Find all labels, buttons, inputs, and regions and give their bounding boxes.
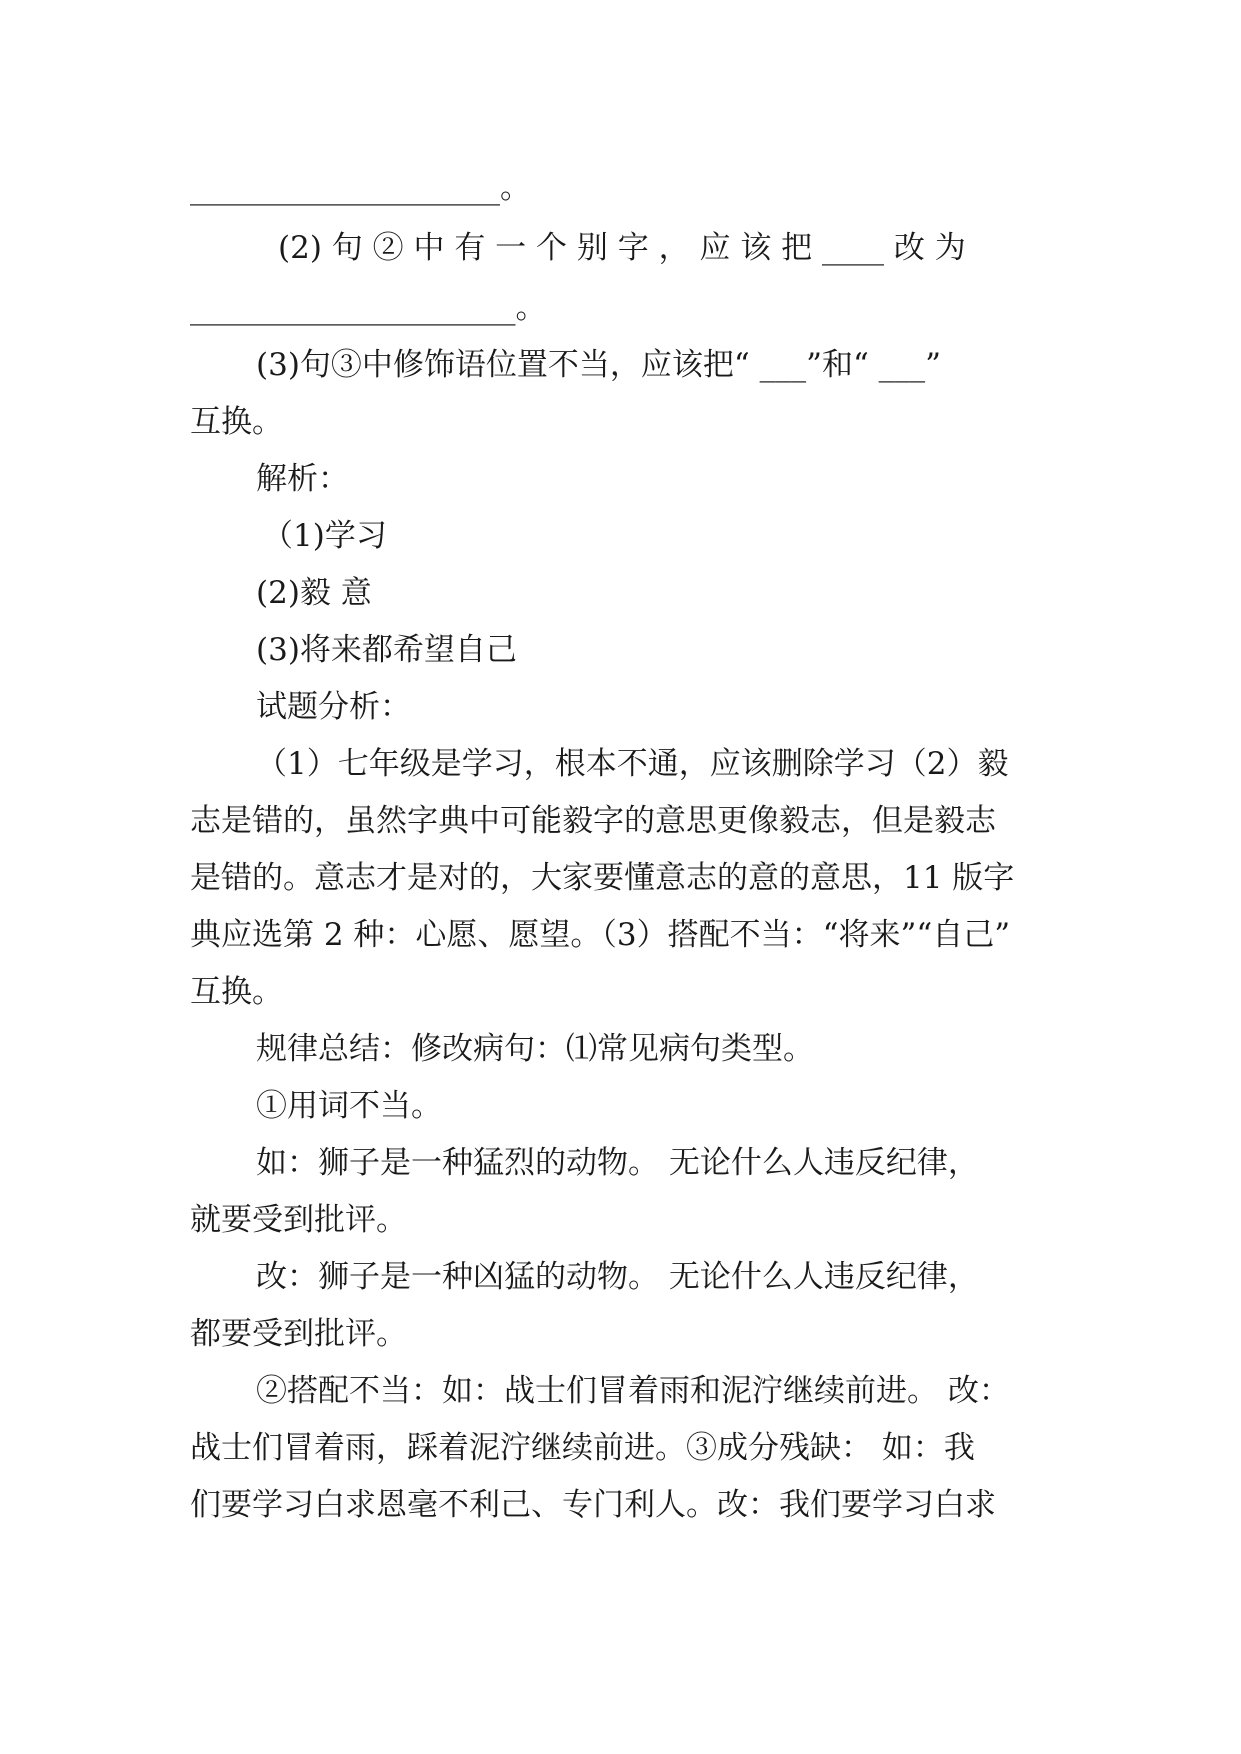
text-line: (2) 句 ② 中 有 一 个 别 字 ， 应 该 把 ____ 改 为 <box>278 230 966 266</box>
text-line: (2)毅 意 <box>256 575 372 611</box>
text-line: 规律总结：修改病句：⑴常见病句类型。 <box>256 1031 814 1067</box>
text-line: 是错的。意志才是对的，大家要懂意志的意的意思，11 版字 <box>190 860 1015 896</box>
text-line: ____________________。 <box>190 170 531 206</box>
text-line: （1）七年级是学习，根本不通，应该删除学习（2）毅 <box>256 746 1009 782</box>
text-line: _____________________。 <box>190 290 547 326</box>
text-line: 志是错的，虽然字典中可能毅字的意思更像毅志，但是毅志 <box>190 803 996 839</box>
text-line: 试题分析： <box>256 689 411 725</box>
text-line: 互换。 <box>190 974 283 1010</box>
text-line: (3)将来都希望自己 <box>256 632 517 668</box>
text-line: 典应选第 2 种：心愿、愿望。（3）搭配不当：“将来”“自己” <box>190 917 1011 953</box>
text-line: (3)句③中修饰语位置不当，应该把“ ___”和“ ___” <box>256 347 942 383</box>
text-line: 战士们冒着雨，踩着泥泞继续前进。③成分残缺： 如：我 <box>190 1430 975 1466</box>
text-line: （1)学习 <box>262 518 387 554</box>
text-line: ①用词不当。 <box>256 1088 442 1124</box>
text-line: 就要受到批评。 <box>190 1202 407 1238</box>
text-line: 如：狮子是一种猛烈的动物。 无论什么人违反纪律， <box>256 1145 979 1181</box>
text-line: 互换。 <box>190 404 283 440</box>
text-line: 改：狮子是一种凶猛的动物。 无论什么人违反纪律， <box>256 1259 979 1295</box>
text-line: 解析： <box>256 461 349 497</box>
text-line: 们要学习白求恩毫不利己、专门利人。改：我们要学习白求 <box>190 1487 996 1523</box>
text-line: 都要受到批评。 <box>190 1316 407 1352</box>
text-line: ②搭配不当：如：战士们冒着雨和泥泞继续前进。 改： <box>256 1373 1010 1409</box>
